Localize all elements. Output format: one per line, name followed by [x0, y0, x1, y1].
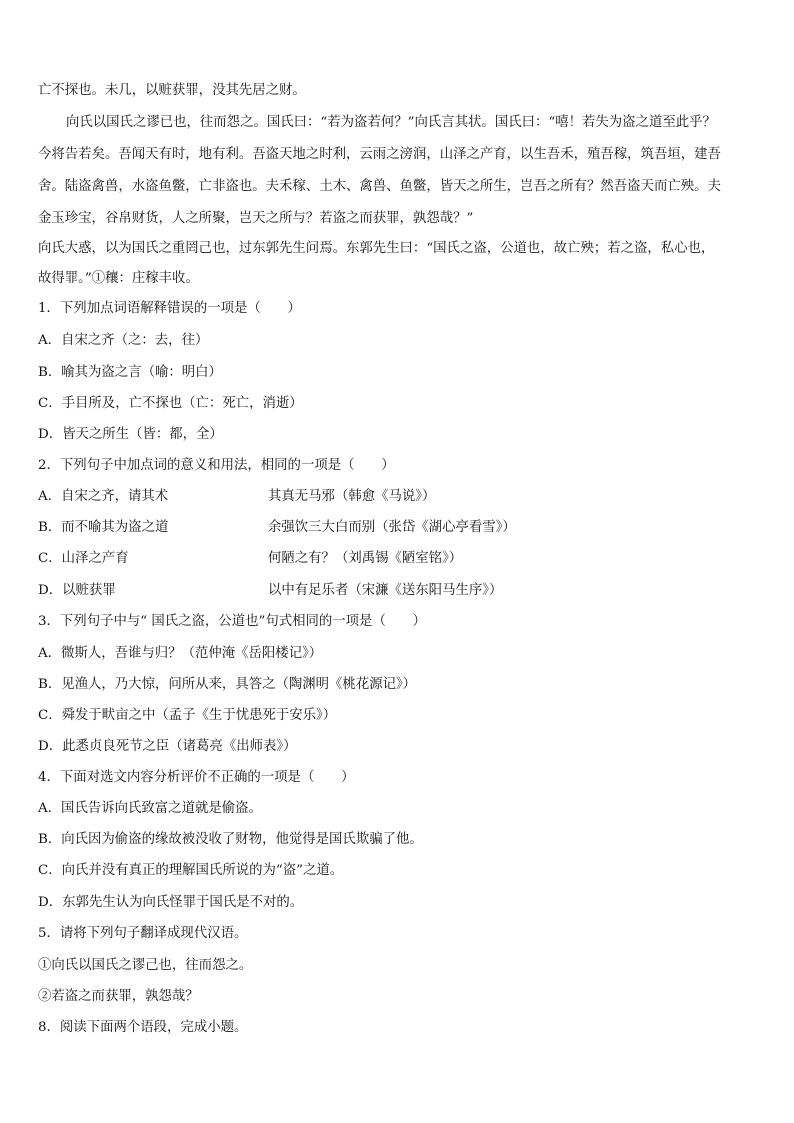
question-1-stem: 1．下列加点词语解释错误的一项是（ ）	[38, 301, 301, 316]
question-1-option-c: C．手目所及，亡不探也（亡：死亡，消逝）	[38, 396, 303, 411]
option-left: B．而不喻其为盗之道	[38, 520, 169, 535]
option-right: 何陋之有？（刘禹锡《陋室铭》）	[268, 551, 463, 566]
question-5-stem: 5．请将下列句子翻译成现代汉语。	[38, 926, 248, 941]
question-2-stem: 2．下列句子中加点词的意义和用法，相同的一项是（ ）	[38, 458, 395, 473]
option-right: 余强饮三大白而别（张岱《湖心亭看雪》）	[268, 520, 516, 535]
question-1-option-b: B．喻其为盗之言（喻：明白）	[38, 365, 222, 380]
question-3-option-b: B．见渔人，乃大惊，问所从来，具答之（陶渊明《桃花源记》）	[38, 677, 417, 692]
question-1-option-d: D．皆天之所生（皆：都，全）	[38, 427, 223, 442]
question-3-option-c: C．舜发于畎亩之中（孟子《生于忧患死于安乐》）	[38, 708, 337, 723]
passage-line: 金玉珍宝，谷帛财货，人之所聚，岂天之所与？若盗之而获罪，孰怨哉？”	[38, 211, 474, 226]
question-3-stem: 3．下列句子中与“ 国氏之盗，公道也”句式相同的一项是（ ）	[38, 614, 427, 629]
question-2-option-d	[38, 582, 758, 600]
question-3-option-d: D．此悉贞良死节之臣（诸葛亮《出师表》）	[38, 739, 297, 754]
question-2-option-c	[38, 550, 758, 568]
question-1-option-a: A．自宋之齐（之：去，往）	[38, 333, 209, 348]
question-4-option-d: D．东郭先生认为向氏怪罪于国氏是不对的。	[38, 895, 304, 910]
question-4-option-a: A．国氏告诉向氏致富之道就是偷盗。	[38, 801, 262, 816]
option-left: C．山泽之产育	[38, 551, 129, 566]
question-5-item-2: ②若盗之而获罪，孰怨哉？	[38, 989, 199, 1004]
passage-line: 舍。陆盗禽兽，水盗鱼鳖，亡非盗也。夫禾稼、土木、禽兽、鱼鳖，皆天之所生，岂吾之所有？然吾盗天而亡殃。夫	[38, 179, 721, 194]
passage-line: 向氏以国氏之谬已也，往而怨之。国氏曰：“若为盗若何？”向氏言其状。国氏曰：“嘻！若失为盗之道至此乎？	[66, 115, 716, 130]
question-2-option-b	[38, 519, 758, 537]
passage-line: 向氏大惑，以为国氏之重罔己也，过东郭先生问焉。东郭先生曰：“国氏之盗，公道也，故亡殃；若之盗，私心也，	[38, 241, 715, 256]
option-right: 其真无马邪（韩愈《马说》）	[268, 489, 436, 504]
passage-line: 亡不探也。未几，以赃获罪，没其先居之财。	[38, 83, 306, 98]
question-4-option-c: C．向氏并没有真正的理解国氏所说的为“盗”之道。	[38, 863, 344, 878]
question-8-stem: 8．阅读下面两个语段，完成小题。	[38, 1020, 248, 1035]
passage-line: 故得罪。”①穰：庄稼丰收。	[38, 271, 199, 286]
question-4-stem: 4．下面对选文内容分析评价不正确的一项是（ ）	[38, 770, 355, 785]
question-4-option-b: B．向氏因为偷盗的缘故被没收了财物，他觉得是国氏欺骗了他。	[38, 832, 423, 847]
question-3-option-a: A．微斯人，吾谁与归？（范仲淹《岳阳楼记》）	[38, 646, 323, 661]
option-right: 以中有足乐者（宋濂《送东阳马生序》）	[268, 583, 503, 598]
option-left: A．自宋之齐，请其术	[38, 489, 169, 504]
question-5-item-1: ①向氏以国氏之谬己也，往而怨之。	[38, 958, 253, 973]
option-left: D．以赃获罪	[38, 583, 116, 598]
question-2-option-a	[38, 488, 758, 506]
passage-line: 今将告若矣。吾闻天有时，地有利。吾盗天地之时利，云雨之滂润，山泽之产育，以生吾禾，殖吾稼，筑吾垣，建吾	[38, 147, 721, 162]
